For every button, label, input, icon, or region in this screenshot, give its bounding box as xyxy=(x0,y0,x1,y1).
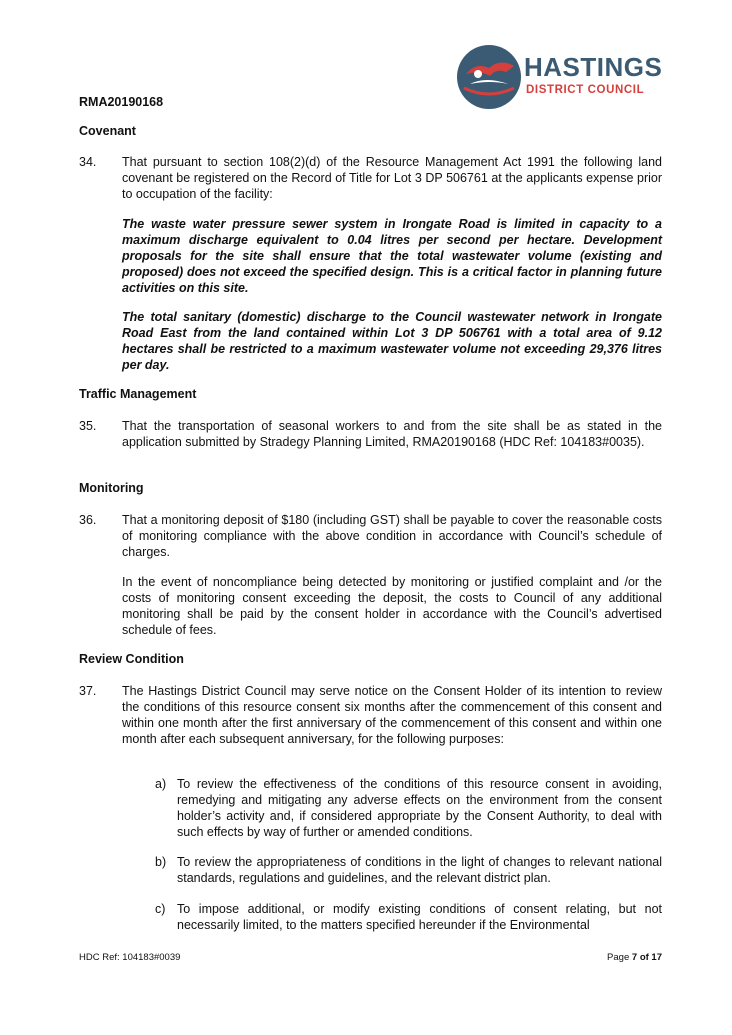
council-logo xyxy=(456,44,666,110)
page-label: Page xyxy=(607,952,630,963)
logo-subtitle: DISTRICT COUNCIL xyxy=(526,84,645,96)
page-of: of xyxy=(639,952,649,963)
condition-35-text: That the transportation of seasonal workers to and from the site shall be as stated in the application submitted by Stradegy Planning Limited, RMA20190168 (HDC Ref: 104183#0035). xyxy=(122,419,662,449)
review-item-a-letter: a) xyxy=(155,777,167,791)
condition-36-text-1: That a monitoring deposit of $180 (including GST) shall be payable to cover the reasonable costs of monitoring compliance with the above condition in accordance with Council’s schedule of charges. xyxy=(122,513,662,559)
logo-name: HASTINGS xyxy=(524,52,663,82)
section-heading-monitoring: Monitoring xyxy=(79,481,144,495)
condition-number-35: 35. xyxy=(79,419,97,433)
footer-page-number xyxy=(607,952,662,963)
condition-number-34: 34. xyxy=(79,155,97,169)
condition-number-37: 37. xyxy=(79,684,97,698)
condition-37-text: The Hastings District Council may serve notice on the Consent Holder of its intention to review the conditions of this resource consent six months after the commencement of this consent and within one month after the first anniversary of the commencement of this consent and within one month after each subsequent anniversary, for the following purposes: xyxy=(122,684,662,746)
section-heading-review: Review Condition xyxy=(79,652,184,666)
document-reference: RMA20190168 xyxy=(79,95,164,109)
review-item-a-text: To review the effectiveness of the conditions of this resource consent in avoiding, remedying and mitigating any adverse effects on the environment from the consent holder’s activity and, if considered appropriate by the Consent Authority, to deal with such effects by way of further or amended conditions. xyxy=(177,777,662,839)
review-item-b-text: To review the appropriateness of conditions in the light of changes to relevant national standards, regulations and guidelines, and the relevant district plan. xyxy=(177,855,662,885)
page-current: 7 xyxy=(631,952,638,963)
review-item-b-letter: b) xyxy=(155,855,167,869)
covenant-emphasis-capacity: The waste water pressure sewer system in Irongate Road is limited in capacity to a maximum discharge equivalent to 0.04 litres per second per hectare. Development proposals for the site shall ensure that the total wastewater volume (existing and proposed) does not exceed the specified design. This is a critical factor in planning future activities on this site. xyxy=(122,217,662,295)
condition-34-intro: That pursuant to section 108(2)(d) of the Resource Management Act 1991 the following land covenant be registered on the Record of Title for Lot 3 DP 506761 at the applicants expense prior to occupation of the facility: xyxy=(122,155,662,201)
review-item-c-text: To impose additional, or modify existing conditions of consent relating, but not necessarily limited, to the matters specified hereunder if the Environmental xyxy=(177,902,662,932)
condition-number-36: 36. xyxy=(79,513,97,527)
page-total: 17 xyxy=(651,952,662,963)
review-item-c-letter: c) xyxy=(155,902,166,916)
council-emblem-icon xyxy=(456,44,522,110)
condition-36-text-2: In the event of noncompliance being detected by monitoring or justified complaint and /or the costs of monitoring consent exceeding the deposit, the costs to Council of any additional monitoring shall be paid by the consent holder in accordance with the Council’s advertised schedule of fees. xyxy=(122,575,662,637)
covenant-emphasis-discharge: The total sanitary (domestic) discharge to the Council wastewater network in Irongate Road East from the land contained within Lot 3 DP 506761 with a total area of 9.12 hectares shall be restricted to a maximum wastewater volume not exceeding 29,376 litres per day. xyxy=(122,310,662,372)
footer-reference: HDC Ref: 104183#0039 xyxy=(79,952,181,963)
section-heading-traffic: Traffic Management xyxy=(79,387,197,401)
section-heading-covenant: Covenant xyxy=(79,124,136,138)
